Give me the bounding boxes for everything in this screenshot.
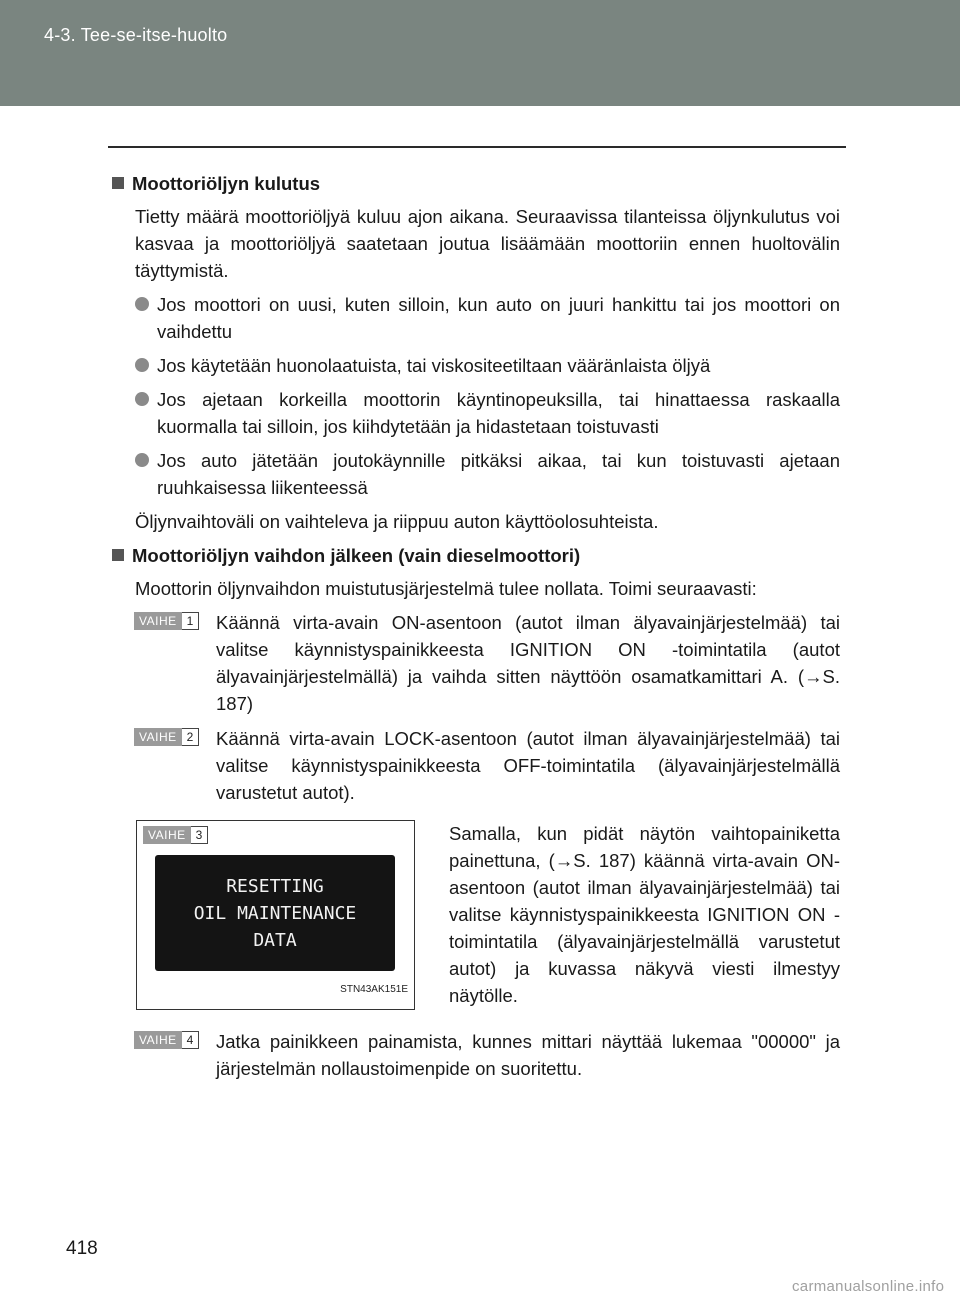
list-item	[135, 291, 840, 345]
heading-oil-consumption	[110, 170, 840, 197]
header-band	[0, 0, 960, 106]
step-text: Käännä virta-avain LOCK-asentoon (autot ilman älyavainjärjestelmää) tai valitse käynnistyspainikkeesta OFF-toimintatila (älyavainjärjestelmällä varustetut autot).	[216, 728, 840, 803]
step-3	[110, 820, 840, 1010]
reset-intro: Moottorin öljynvaihdon muistutusjärjestelmä tulee nollata. Toimi seuraavasti:	[135, 578, 757, 599]
step-badge: VAIHE 4	[134, 1031, 199, 1049]
display-line: RESETTING	[226, 875, 324, 897]
square-bullet-icon	[112, 177, 124, 189]
figure-code: STN43AK151E	[340, 984, 408, 995]
list-item-text: Jos auto jätetään joutokäynnille pitkäksi aikaa, tai kun toistuvasti ajetaan ruuhkaisessa liikenteessä	[157, 450, 840, 498]
heading-text: Moottoriöljyn vaihdon jälkeen (vain dieselmoottori)	[132, 545, 581, 566]
watermark[interactable]: carmanualsonline.info	[792, 1278, 945, 1295]
heading-oil-change	[110, 542, 840, 569]
top-rule	[108, 146, 846, 148]
circle-bullet-icon	[135, 358, 149, 372]
circle-bullet-icon	[135, 392, 149, 406]
square-bullet-icon	[112, 549, 124, 561]
step-badge: VAIHE 1	[134, 612, 199, 630]
list-item	[135, 447, 840, 501]
step-text: Jatka painikkeen painamista, kunnes mittari näyttää lukemaa "00000" ja järjestelmän nollaustoimenpide on suoritettu.	[216, 1031, 840, 1079]
circle-bullet-icon	[135, 297, 149, 311]
step-text: Samalla, kun pidät näytön vaihtopainiketta painettuna, (→S. 187) käännä virta-avain ON-asentoon (autot ilman älyavainjärjestelmää) tai valitse käynnistyspainikkeesta IGNITION ON -toimintatila (älyavainjärjestelmällä varustetut autot) ja kuvassa näkyvä viesti ilmestyy näytölle.	[449, 823, 840, 1006]
list-item-text: Jos käytetään huonolaatuista, tai viskositeetiltaan vääränlaista öljyä	[157, 355, 711, 376]
list-item	[135, 386, 840, 440]
list-item-text: Jos moottori on uusi, kuten silloin, kun auto on juuri hankittu tai jos moottori on vaihdettu	[157, 294, 840, 342]
closing-paragraph: Öljynvaihtoväli on vaihteleva ja riippuu auton käyttöolosuhteista.	[135, 511, 659, 532]
list-item	[135, 352, 840, 379]
display-figure	[136, 820, 415, 1010]
step-4	[139, 1028, 840, 1082]
display-line: OIL MAINTENANCE	[193, 902, 357, 924]
step-1	[139, 609, 840, 717]
list-item-text: Jos ajetaan korkeilla moottorin käyntinopeuksilla, tai hinattaessa raskaalla kuormalla tai silloin, jos kiihdytetään ja hidastetaan toistuvasti	[157, 389, 840, 437]
page-number: 418	[66, 1238, 98, 1259]
heading-text: Moottoriöljyn kulutus	[132, 173, 321, 194]
intro-paragraph: Tietty määrä moottoriöljyä kuluu ajon aikana. Seuraavissa tilanteissa öljynkulutus voi kasvaa ja moottoriöljyä saatetaan joutua lisäämään moottoriin ennen huoltovälin täyttymistä.	[135, 206, 840, 281]
step-2	[139, 725, 840, 806]
step-badge: VAIHE 2	[134, 728, 199, 746]
display-line: DATA	[253, 929, 297, 951]
page-content	[110, 170, 840, 1090]
circle-bullet-icon	[135, 453, 149, 467]
display-screen	[155, 855, 395, 971]
section-title: 4-3. Tee-se-itse-huolto	[44, 25, 228, 45]
step-badge: VAIHE 3	[143, 826, 208, 844]
step-text: Käännä virta-avain ON-asentoon (autot ilman älyavainjärjestelmää) tai valitse käynnistyspainikkeesta IGNITION ON -toimintatila (autot älyavainjärjestelmällä) ja vaihda sitten näyttöön osamatkamittari A. (→S. 187)	[216, 612, 840, 714]
